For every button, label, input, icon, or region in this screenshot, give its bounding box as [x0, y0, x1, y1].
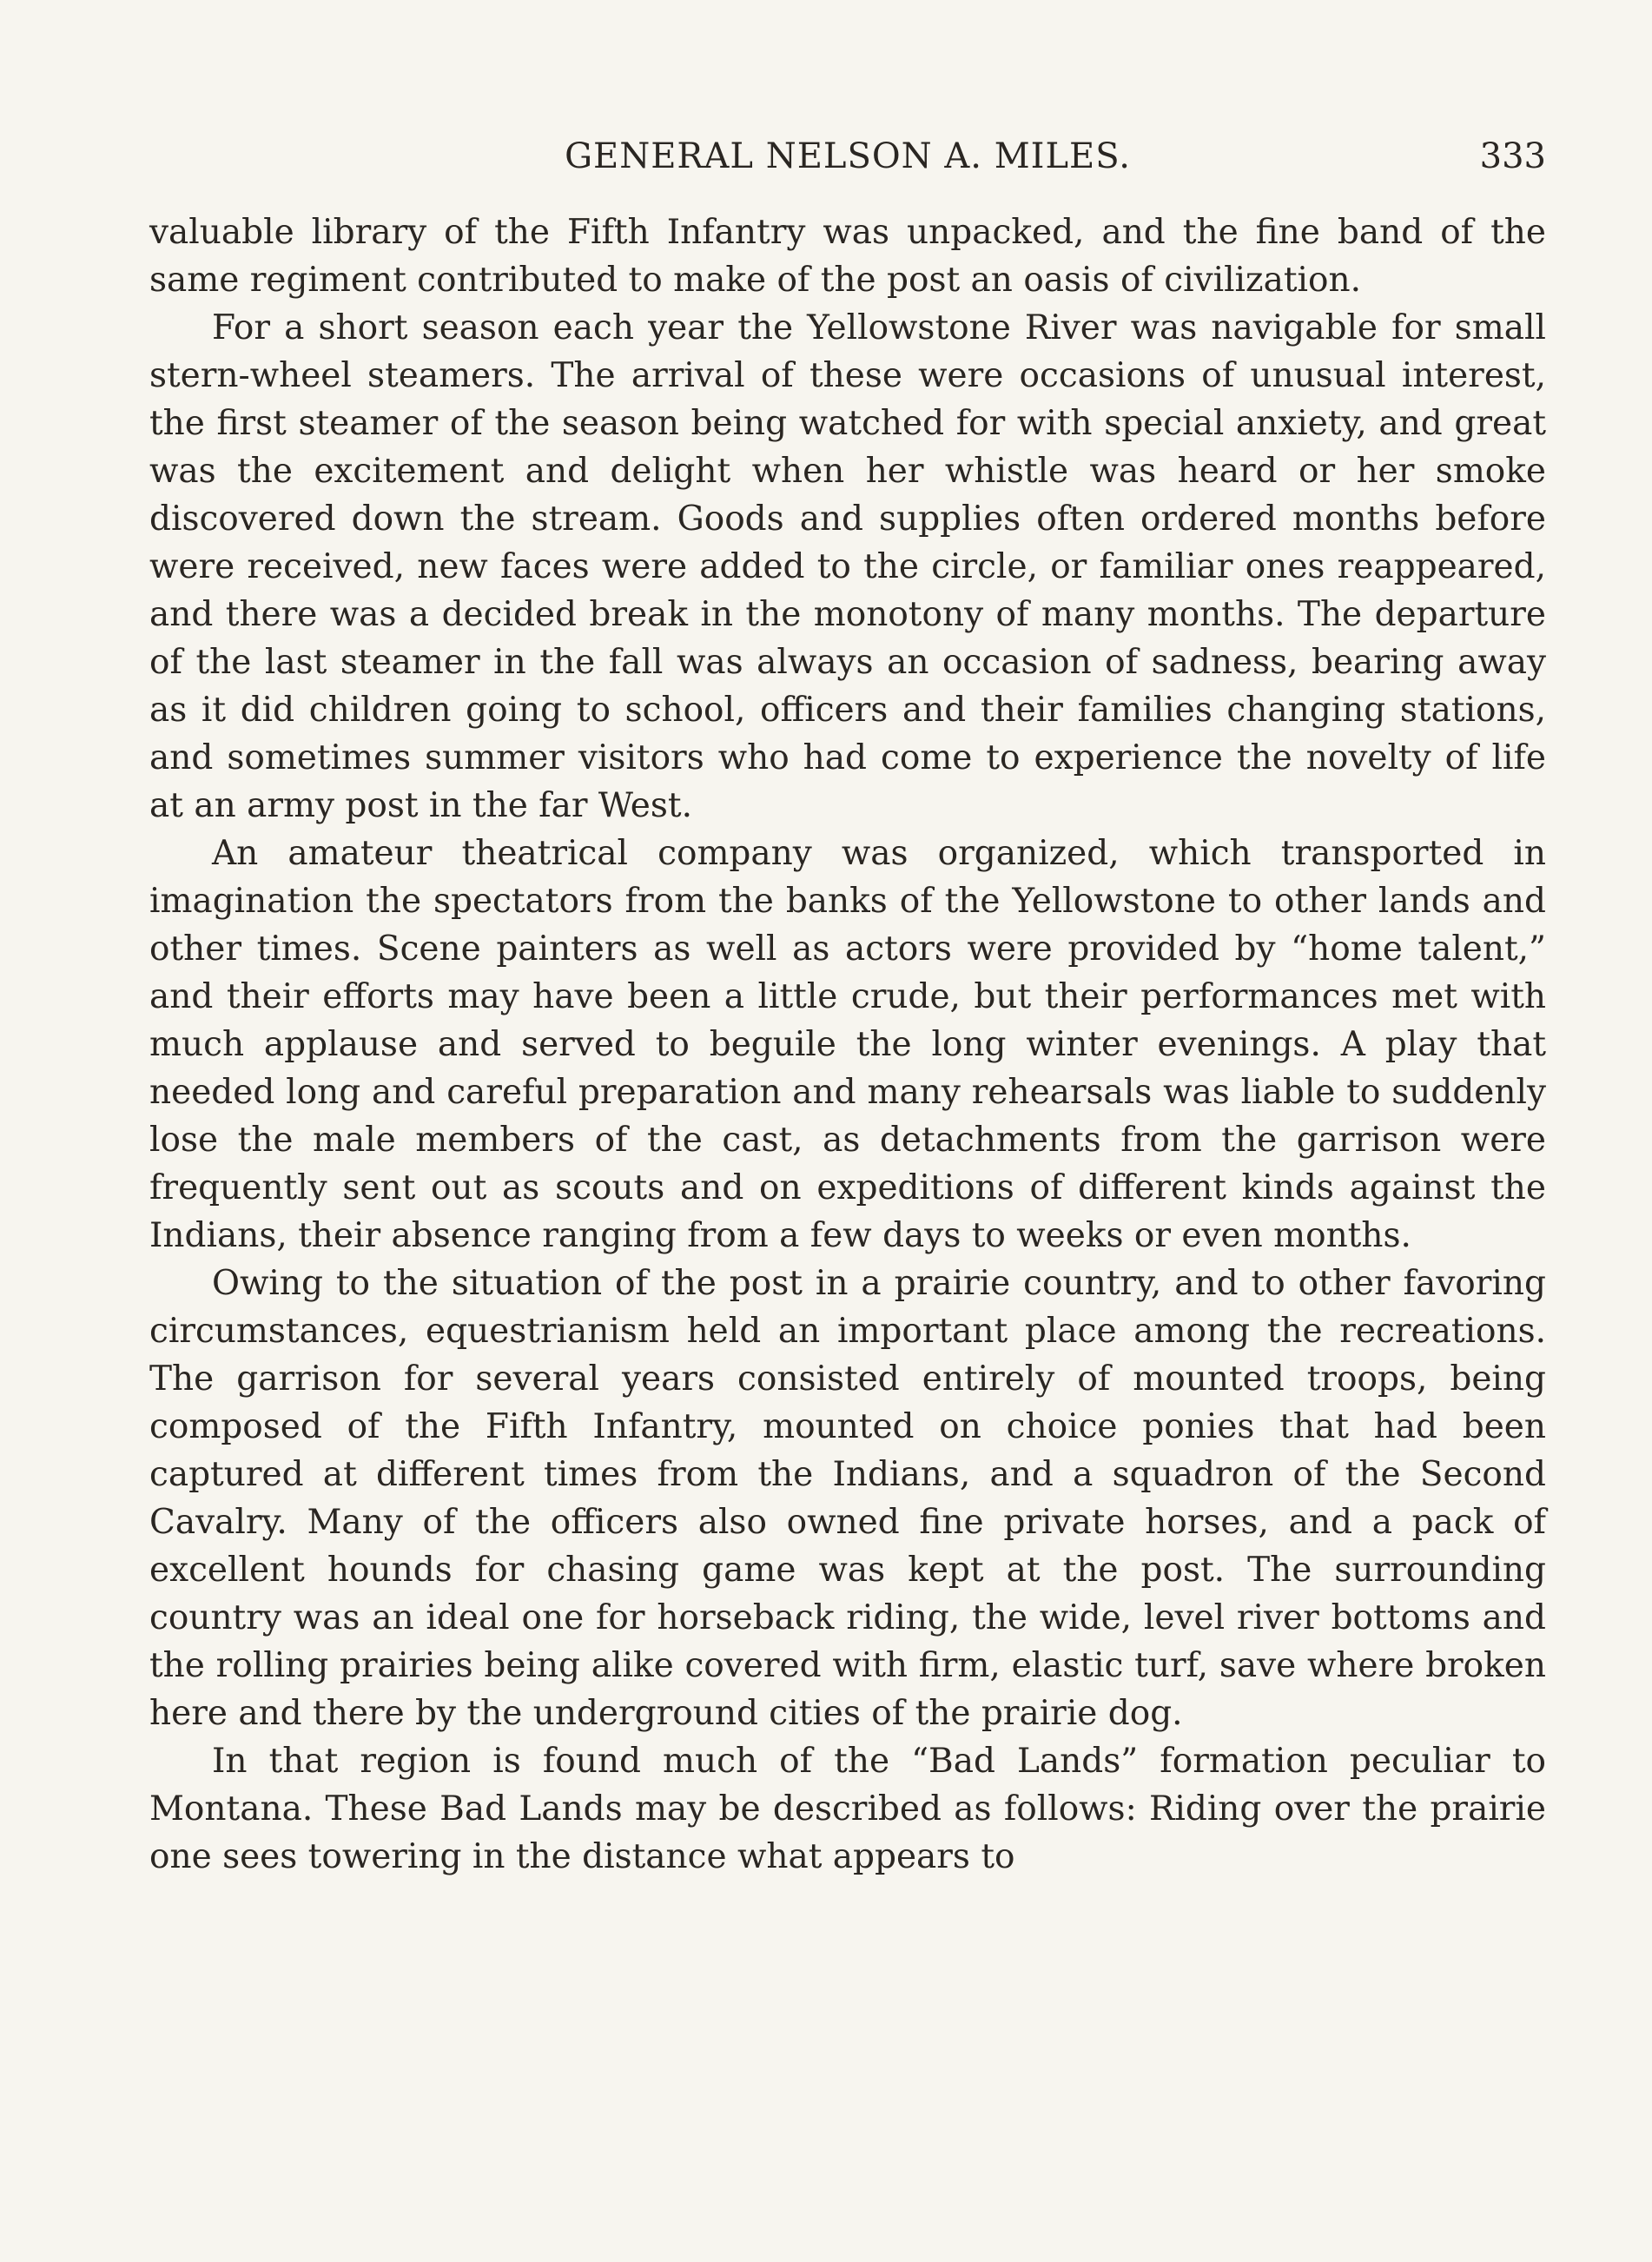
page-number: 333	[1479, 136, 1546, 176]
body-text	[149, 208, 1546, 1881]
paragraph-1: valuable library of the Fifth Infantry was unpacked, and the fine band of the same regiment contributed to make of the post an oasis of civilization.	[149, 213, 1546, 300]
paragraph-4: Owing to the situation of the post in a prairie country, and to other favoring circumstances, equestrianism held an important place among the recreations. The garrison for several years consisted entirely of mounted troops, being composed of the Fifth Infantry, mounted on choice ponies that had been captured at different times from the Indians, and a squadron of the Second Cavalry. Many of the officers also owned fine private horses, and a pack of excellent hounds for chasing game was kept at the post. The surrounding country was an ideal one for horseback riding, the wide, level river bottoms and the rolling prairies being alike covered with firm, elastic turf, save where broken here and there by the underground cities of the prairie dog.	[149, 1264, 1546, 1733]
running-title: GENERAL NELSON A. MILES.	[565, 136, 1131, 176]
running-head	[149, 130, 1546, 182]
paragraph-3: An amateur theatrical company was organized, which transported in imagination the spectators from the banks of the Yellowstone to other lands and other times. Scene painters as well as actors were provided by “home talent,” and their efforts may have been a little crude, but their performances met with much applause and served to beguile the long winter evenings. A play that needed long and careful preparation and many rehearsals was liable to suddenly lose the male members of the cast, as detachments from the garrison were frequently sent out as scouts and on expeditions of different kinds against the Indians, their absence ranging from a few days to weeks or even months.	[149, 834, 1546, 1255]
paragraph-5: In that region is found much of the “Bad Lands” formation peculiar to Montana. These Bad Lands may be described as follows: Riding over the prairie one sees towering in the distance what appears to	[149, 1742, 1546, 1876]
paragraph-2: For a short season each year the Yellowstone River was navigable for small stern-wheel steamers. The arrival of these were occasions of unusual interest, the first steamer of the season being watched for with special anxiety, and great was the excitement and delight when her whistle was heard or her smoke discovered down the stream. Goods and supplies often ordered months before were received, new faces were added to the circle, or familiar ones reappeared, and there was a decided break in the monotony of many months. The departure of the last steamer in the fall was always an occasion of sadness, bearing away as it did children going to school, officers and their families changing stations, and sometimes summer visitors who had come to experience the novelty of life at an army post in the far West.	[149, 308, 1546, 825]
